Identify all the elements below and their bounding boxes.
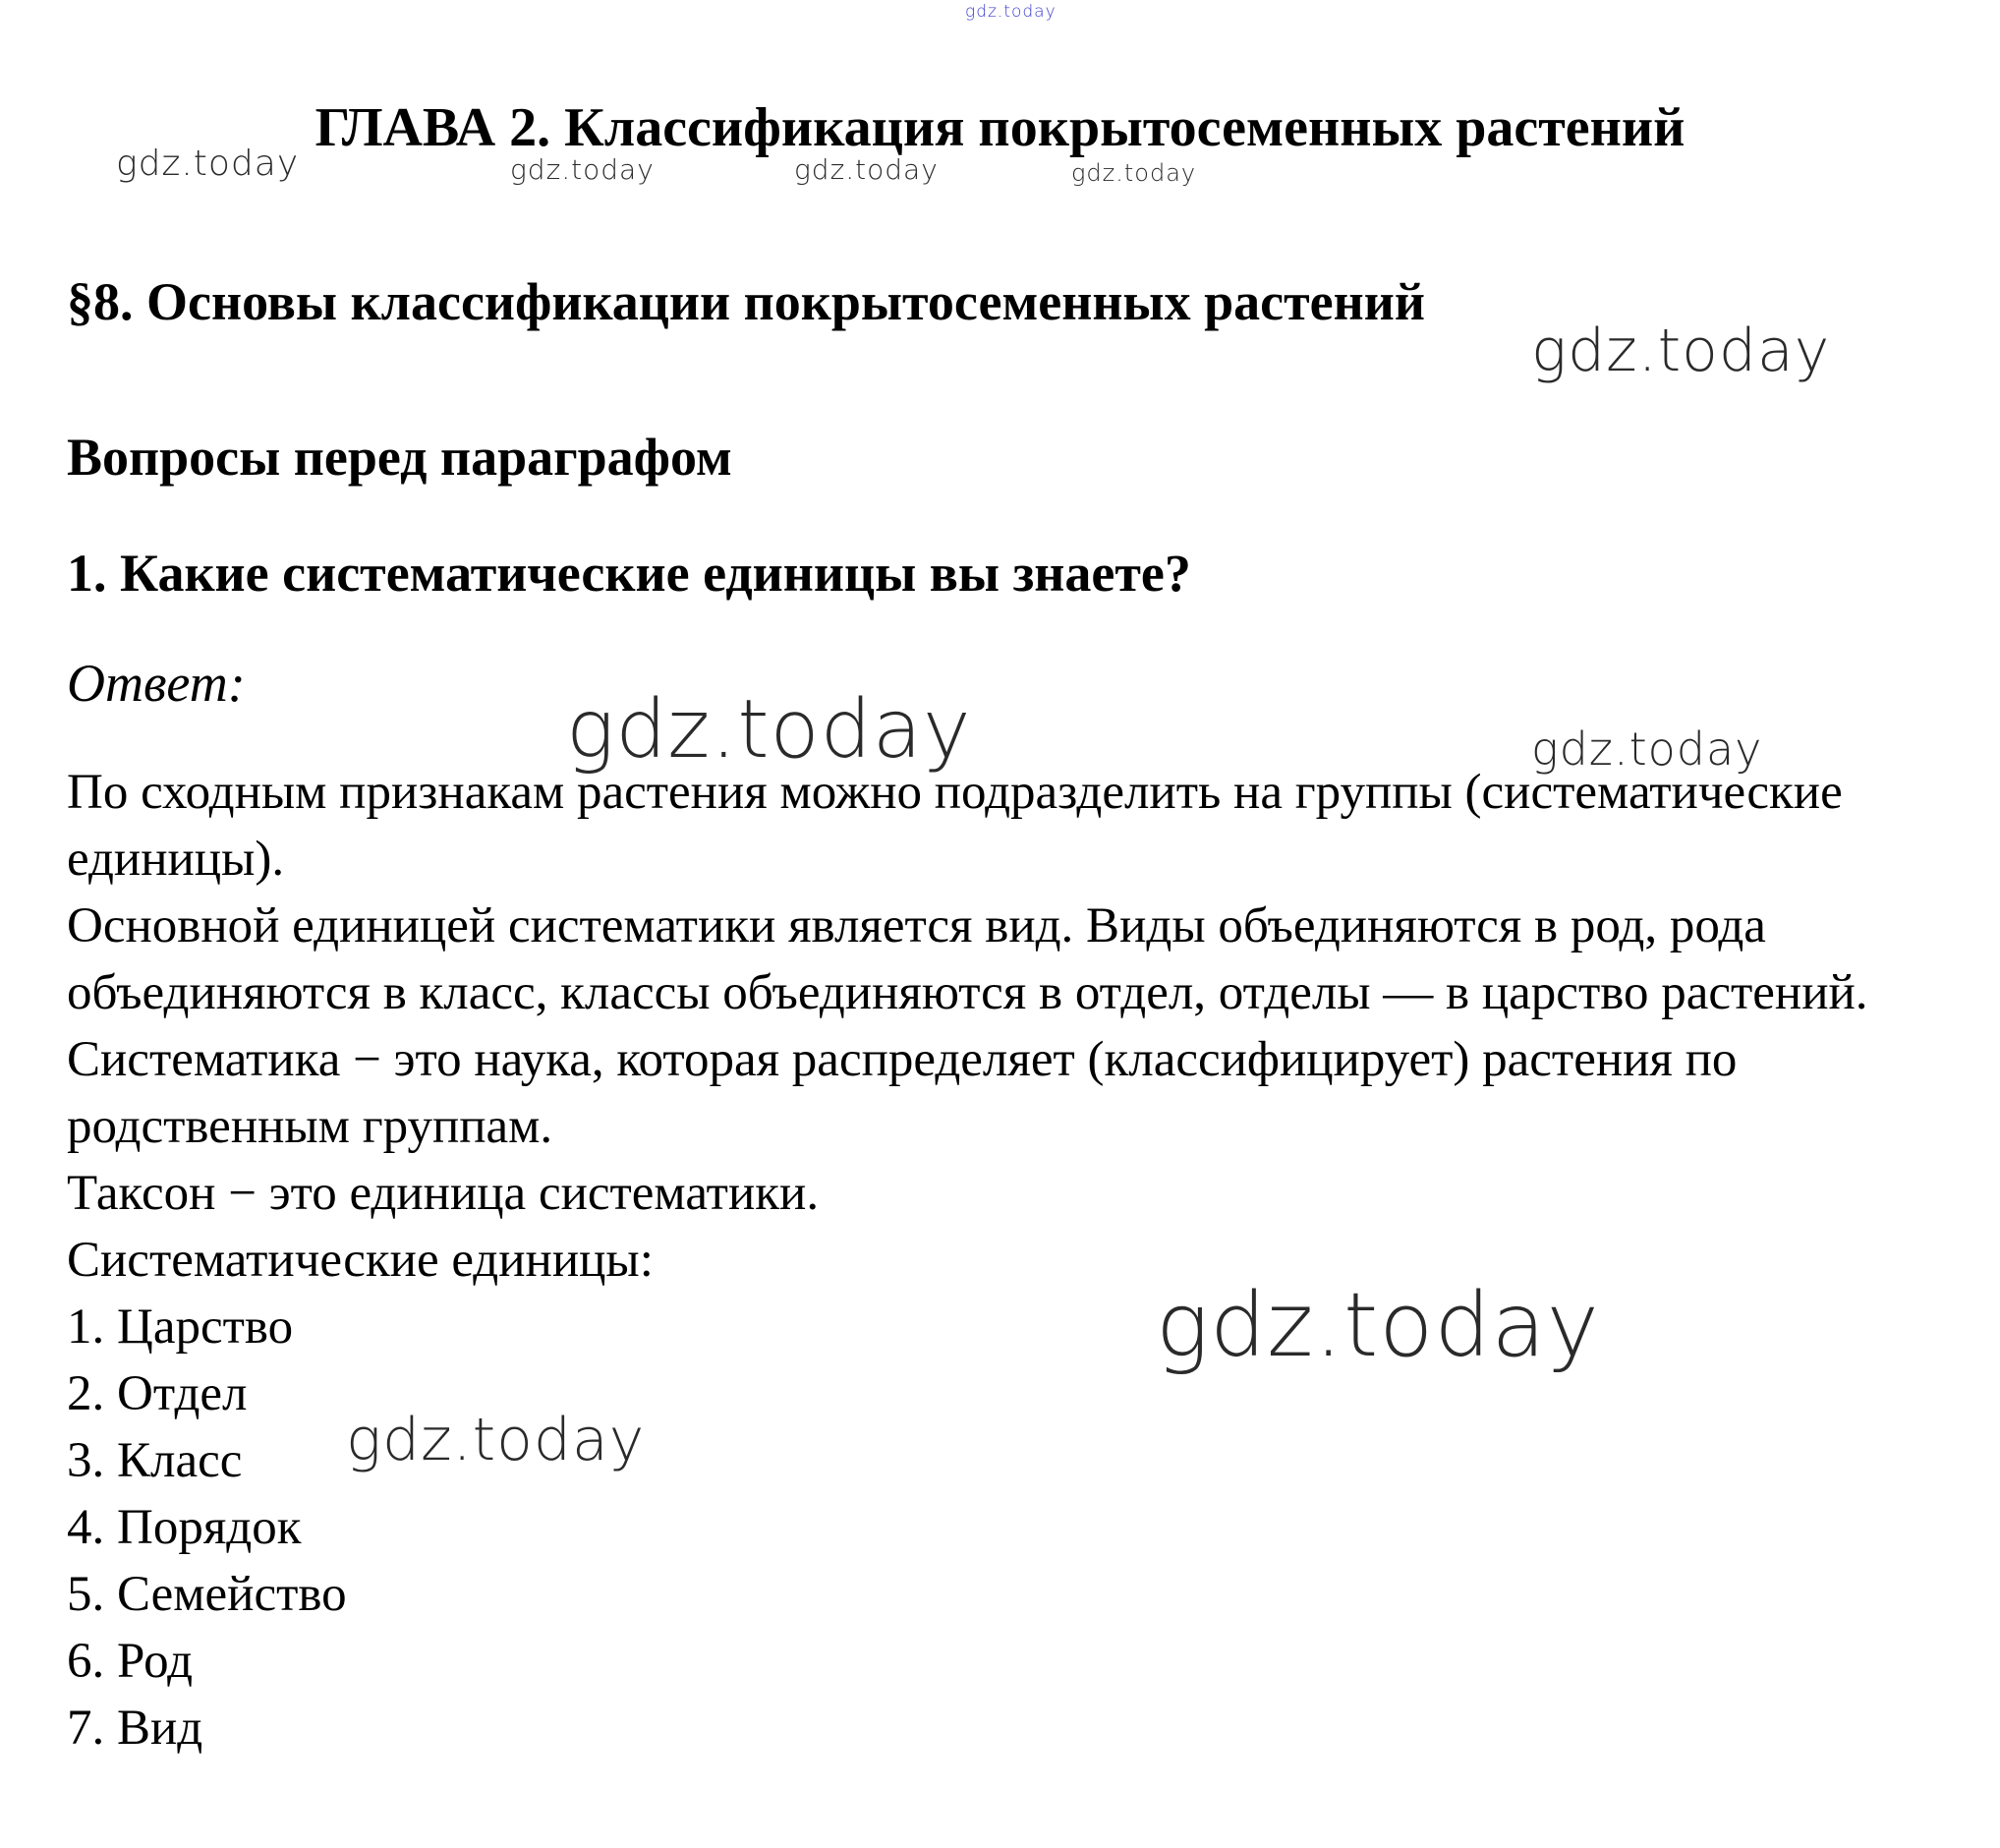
paragraph: Таксон − это единица систематики. bbox=[67, 1166, 820, 1221]
list-item: 2. Отдел bbox=[67, 1366, 248, 1421]
list-item: 3. Класс bbox=[67, 1433, 243, 1488]
list-item: 1. Царство bbox=[67, 1299, 294, 1355]
watermark: gdz.today bbox=[794, 153, 939, 186]
answer-label: Ответ: bbox=[67, 654, 246, 713]
paragraph: Систематические единицы: bbox=[67, 1233, 654, 1288]
watermark: gdz.today bbox=[1156, 1274, 1600, 1377]
list-item: 5. Семейство bbox=[67, 1567, 347, 1622]
watermark: gdz.today bbox=[346, 1406, 646, 1474]
subheading: Вопросы перед параграфом bbox=[67, 428, 732, 487]
section-title: §8. Основы классификации покрытосеменных растений bbox=[67, 272, 1425, 331]
paragraph: По сходным признакам растения можно подразделить на группы (систематические единицы). bbox=[67, 765, 1843, 887]
list-item: 4. Порядок bbox=[67, 1500, 302, 1555]
watermark: gdz.today bbox=[510, 153, 655, 186]
watermark: gdz.today bbox=[1531, 317, 1831, 385]
list-item: 6. Род bbox=[67, 1634, 194, 1689]
paragraph: Основной единицей систематики является вид. Виды объединяются в род, рода объединяются в класс, классы объединяются в отдел, отделы — в царство растений. bbox=[67, 898, 1868, 1020]
watermark: gdz.today bbox=[1071, 159, 1197, 187]
watermark-top: gdz.today bbox=[965, 2, 1057, 22]
question: 1. Какие систематические единицы вы знаете? bbox=[67, 544, 1191, 603]
taxon-list bbox=[67, 1294, 1964, 1761]
paragraph: Систематика − это наука, которая распределяет (классифицирует) растения по родственным группам. bbox=[67, 1032, 1738, 1154]
answer-body bbox=[67, 759, 1964, 1761]
chapter-title: ГЛАВА 2. Классификация покрытосеменных растений bbox=[314, 97, 1686, 158]
list-item: 7. Вид bbox=[67, 1701, 203, 1756]
watermark: gdz.today bbox=[1531, 722, 1763, 776]
watermark: gdz.today bbox=[116, 144, 300, 184]
watermark: gdz.today bbox=[566, 683, 972, 777]
